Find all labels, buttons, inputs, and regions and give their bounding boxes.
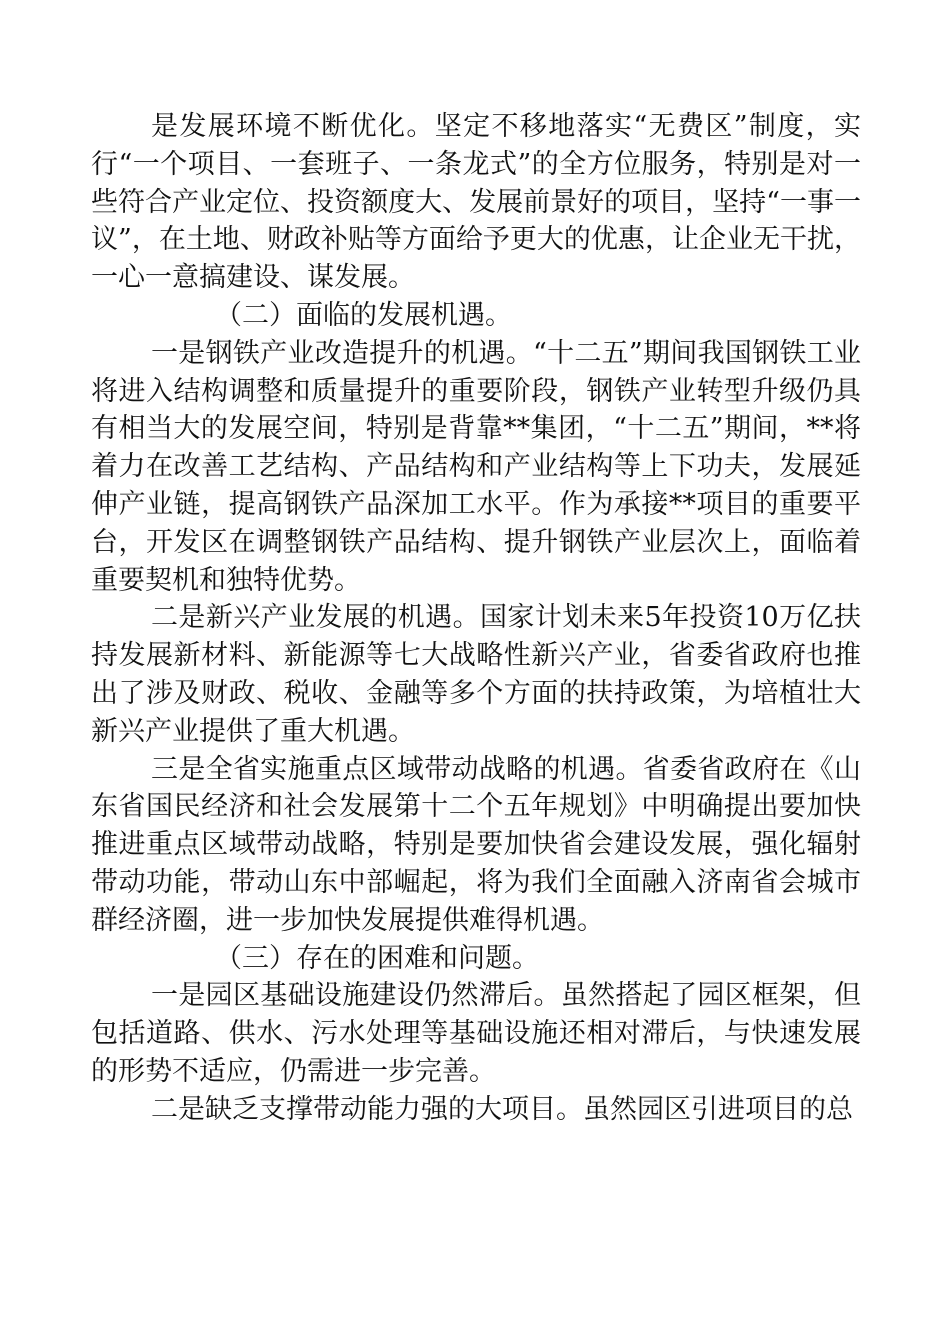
section-heading-opportunities: （二）面临的发展机遇。 <box>215 299 512 331</box>
paragraph-emerging-industries: 二是新兴产业发展的机遇。国家计划未来5年投资10万亿扶持发展新材料、新能源等七大战略性新兴产业，省委省政府也推出了涉及财政、税收、金融等多个方面的扶持政策，为培植壮大新兴产业提供了重大机遇。 <box>91 602 861 747</box>
paragraph-steel-industry: 一是钢铁产业改造提升的机遇。“十二五”期间我国钢铁工业将进入结构调整和质量提升的重要阶段，钢铁产业转型升级仍具有相当大的发展空间，特别是背靠**集团，“十二五”期间，**将着力在改善工艺结构、产品结构和产业结构等上下功夫，发展延伸产业链，提高钢铁产品深加工水平。作为承接**项目的重要平台，开发区在调整钢铁产品结构、提升钢铁产业层次上，面临着重要契机和独特优势。 <box>91 337 861 596</box>
paragraph-infrastructure: 一是园区基础设施建设仍然滞后。虽然搭起了园区框架，但包括道路、供水、污水处理等基础设施还相对滞后，与快速发展的形势不适应，仍需进一步完善。 <box>91 980 861 1087</box>
paragraph-development-environment: 是发展环境不断优化。坚定不移地落实“无费区”制度，实行“一个项目、一套班子、一条龙式”的全方位服务，特别是对一些符合产业定位、投资额度大、发展前景好的项目，坚持“一事一议”，在土地、财政补贴等方面给予更大的优惠，让企业无干扰，一心一意搞建设、谋发展。 <box>91 111 861 294</box>
document-body <box>91 108 861 1129</box>
paragraph-regional-strategy: 三是全省实施重点区域带动战略的机遇。省委省政府在《山东省国民经济和社会发展第十二个五年规划》中明确提出要加快推进重点区域带动战略，特别是要加快省会建设发展，强化辐射带动功能，带动山东中部崛起，将为我们全面融入济南省会城市群经济圈，进一步加快发展提供难得机遇。 <box>91 753 861 936</box>
section-heading-problems: （三）存在的困难和问题。 <box>215 942 539 974</box>
paragraph-large-projects: 二是缺乏支撑带动能力强的大项目。虽然园区引进项目的总 <box>151 1093 853 1125</box>
